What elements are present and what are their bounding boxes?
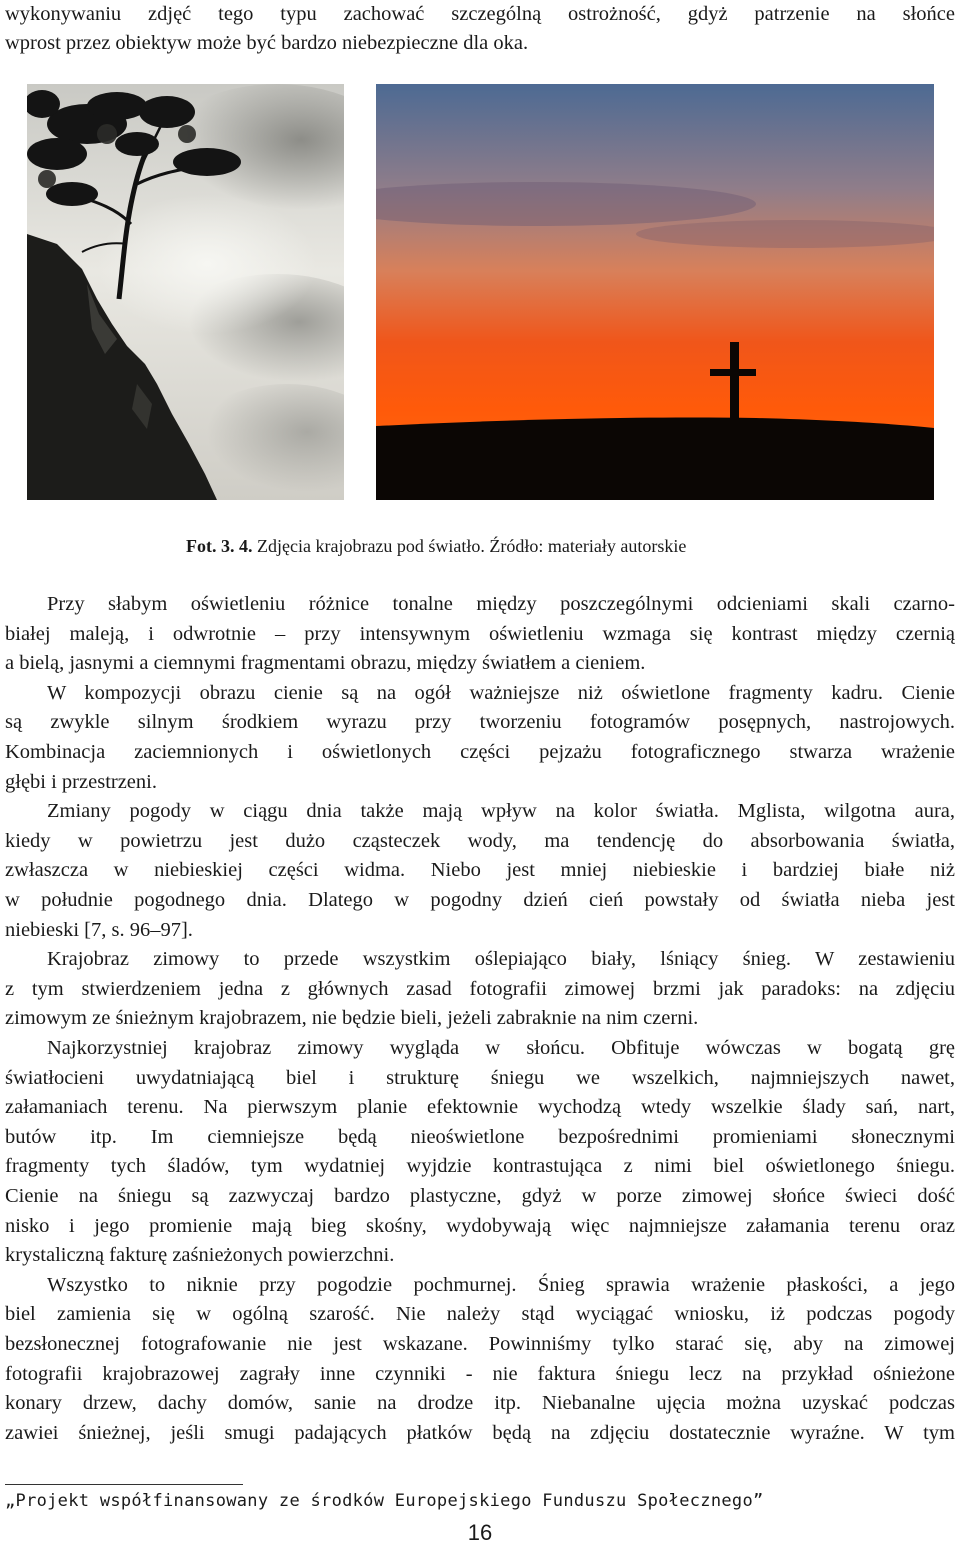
tree-cliff-photo	[27, 84, 344, 500]
body-line: nisko i jego promienie mają bieg skośny, wydobywają więc najmniejsze załamania terenu oraz	[5, 1214, 955, 1237]
body-line: Zmiany pogody w ciągu dnia także mają wpływ na kolor światła. Mglista, wilgotna aura,	[47, 800, 955, 823]
body-line: zawiei śnieżnej, jeśli smugi padających płatków będą na zdjęciu dostatecznie wyraźne. W tym	[5, 1421, 955, 1444]
body-line: białej maleją, i odwrotnie – przy intensywnym oświetleniu wzmaga się kontrast między czernią	[5, 622, 955, 645]
body-line: zwłaszcza w niebieskiej części widma. Niebo jest mniej niebieskie i bardziej białe niż	[5, 859, 955, 882]
body-line: fragmenty tych śladów, tym wydatniej wyjdzie kontrastująca z nimi biel oświetlonego śniegu.	[5, 1155, 955, 1178]
footnote-divider	[5, 1484, 243, 1485]
body-line: głębi i przestrzeni.	[5, 770, 157, 793]
cross-sunset-photo	[376, 84, 934, 500]
body-line: światłocieni uwydatniającą biel i strukturę śniegu we wszelkich, najmniejszych nawet,	[5, 1066, 955, 1089]
body-line: Najkorzystniej krajobraz zimowy wygląda w słońcu. Obfituje wówczas w bogatą grę	[47, 1037, 955, 1059]
body-line: butów itp. Im ciemniejsze będą nieoświetlone bezpośrednimi promieniami słonecznymi	[5, 1125, 955, 1148]
body-line: kiedy w powietrzu jest dużo cząsteczek wody, ma tendencję do absorbowania światła,	[5, 829, 955, 852]
body-line: niebieski [7, s. 96–97].	[5, 918, 193, 941]
footer-note: „Projekt współfinansowany ze środków Europejskiego Funduszu Społecznego”	[5, 1491, 764, 1511]
body-line: Cienie na śniegu są zazwyczaj bardzo plastyczne, gdyż w porze zimowej słońce świeci dość	[5, 1185, 955, 1207]
body-line: krystaliczną fakturę zaśnieżonych powierzchni.	[5, 1244, 395, 1267]
body-line: Krajobraz zimowy to przede wszystkim oślepiająco biały, lśniący śnieg. W zestawieniu	[47, 948, 955, 971]
intro-line: wykonywaniu zdjęć tego typu zachować szczególną ostrożność, gdyż patrzenie na słońce	[5, 3, 955, 25]
body-line: konary drzew, dachy domów, sanie na drodze itp. Niebanalne ujęcia można uzyskać podczas	[5, 1392, 955, 1415]
caption-number: Fot. 3. 4.	[186, 536, 253, 556]
body-line: w południe pogodnego dnia. Dlatego w pogodny dzień cień powstały od światła nieba jest	[5, 889, 955, 911]
page-number: 16	[467, 1520, 493, 1545]
body-line: są zwykle silnym środkiem wyrazu przy tworzeniu fotogramów posępnych, nastrojowych.	[5, 711, 955, 734]
body-line: a bielą, jasnymi a ciemnymi fragmentami obrazu, między światłem a cieniem.	[5, 652, 646, 675]
body-line: Wszystko to niknie przy pogodzie pochmurnej. Śnieg sprawia wrażenie płaskości, a jego	[47, 1273, 955, 1296]
body-line: załamaniach terenu. Na pierwszym planie efektownie wychodzą wtedy wszelkie ślady sań, nart,	[5, 1096, 955, 1119]
body-line: bezsłonecznej fotografowanie nie jest wskazane. Powinniśmy tylko starać się, aby na zimowej	[5, 1333, 955, 1355]
figure-caption	[186, 533, 686, 559]
body-line: biel zamienia się w ogólną szarość. Nie należy stąd wyciągać wniosku, iż podczas pogody	[5, 1303, 955, 1326]
body-line: z tym stwierdzeniem jedna z głównych zasad fotografii zimowej brzmi jak paradoks: na zdjęciu	[5, 977, 955, 1000]
body-line: W kompozycji obrazu cienie są na ogół ważniejsze niż oświetlone fragmenty kadru. Cienie	[47, 681, 955, 704]
body-line: fotografii krajobrazowej zagrały inne czynniki - nie faktura śniegu lecz na przykład ośnieżone	[5, 1362, 955, 1385]
intro-line: wprost przez obiektyw może być bardzo niebezpieczne dla oka.	[5, 32, 529, 54]
caption-text: Zdjęcia krajobrazu pod światło. Źródło: materiały autorskie	[252, 536, 687, 556]
body-line: zimowym ze śnieżnym krajobrazem, nie będzie bieli, jeżeli zabraknie na nim czerni.	[5, 1007, 699, 1030]
body-line: Kombinacja zaciemnionych i oświetlonych części pejzażu fotograficznego stwarza wrażenie	[5, 741, 955, 763]
body-line: Przy słabym oświetleniu różnice tonalne między poszczególnymi odcieniami skali czarno-	[47, 593, 955, 615]
